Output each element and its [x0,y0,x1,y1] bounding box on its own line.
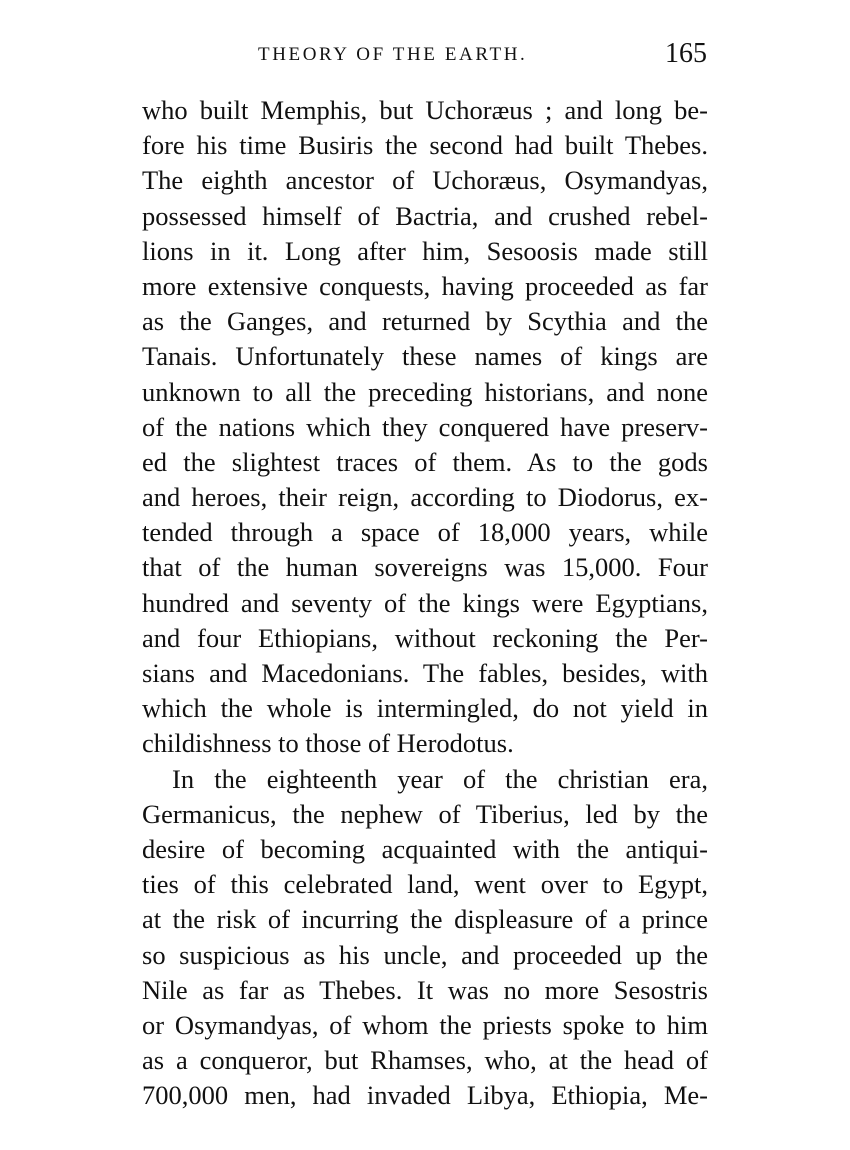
text-line: as a conqueror, but Rhamses, who, at the head of [142,1045,708,1076]
text-line: lions in it. Long after him, Sesoosis made still [142,235,708,266]
text-line: possessed himself of Bactria, and crushed rebel- [142,200,708,231]
text-line: The eighth ancestor of Uchoræus, Osymandyas, [142,165,708,196]
text-line: ed the slightest traces of them. As to the gods [142,446,708,477]
text-line: 700,000 men, had invaded Libya, Ethiopia, Me- [142,1080,708,1111]
running-title: THEORY OF THE EARTH. [258,44,528,65]
text-line: at the risk of incurring the displeasure of a prince [142,904,708,935]
text-line: Nile as far as Thebes. It was no more Sesostris [142,974,708,1005]
text-line: Germanicus, the nephew of Tiberius, led by the [142,798,708,829]
text-line: who built Memphis, but Uchoræus ; and long be- [142,95,708,125]
text-line: fore his time Busiris the second had built Thebes. [142,130,708,161]
text-line: Tanais. Unfortunately these names of kings are [142,341,708,372]
text-line: of the nations which they conquered have preserv- [142,411,708,442]
running-head [142,38,707,72]
text-line: unknown to all the preceding historians, and none [142,376,708,407]
text-line: desire of becoming acquainted with the antiqui- [142,833,708,864]
text-line: which the whole is intermingled, do not yield in [142,693,708,724]
text-line: more extensive conquests, having proceeded as far [142,270,708,301]
page-number: 165 [665,38,707,69]
text-line: ties of this celebrated land, went over to Egypt, [142,869,708,900]
text-line: or Osymandyas, of whom the priests spoke to him [142,1009,708,1040]
body-text [142,93,708,1113]
text-line: hundred and seventy of the kings were Egyptians, [142,587,708,618]
text-line: as the Ganges, and returned by Scythia and the [142,306,708,337]
text-line: and heroes, their reign, according to Diodorus, ex- [142,482,708,513]
text-line: that of the human sovereigns was 15,000. Four [142,552,708,583]
text-line: sians and Macedonians. The fables, besides, with [142,658,708,688]
text-line: and four Ethiopians, without reckoning the Per- [142,622,708,653]
text-line: tended through a space of 18,000 years, while [142,517,708,548]
text-line: childishness to those of Herodotus. [142,728,514,759]
text-line: so suspicious as his uncle, and proceeded up the [142,939,708,970]
text-line: In the eighteenth year of the christian era, [172,763,708,794]
